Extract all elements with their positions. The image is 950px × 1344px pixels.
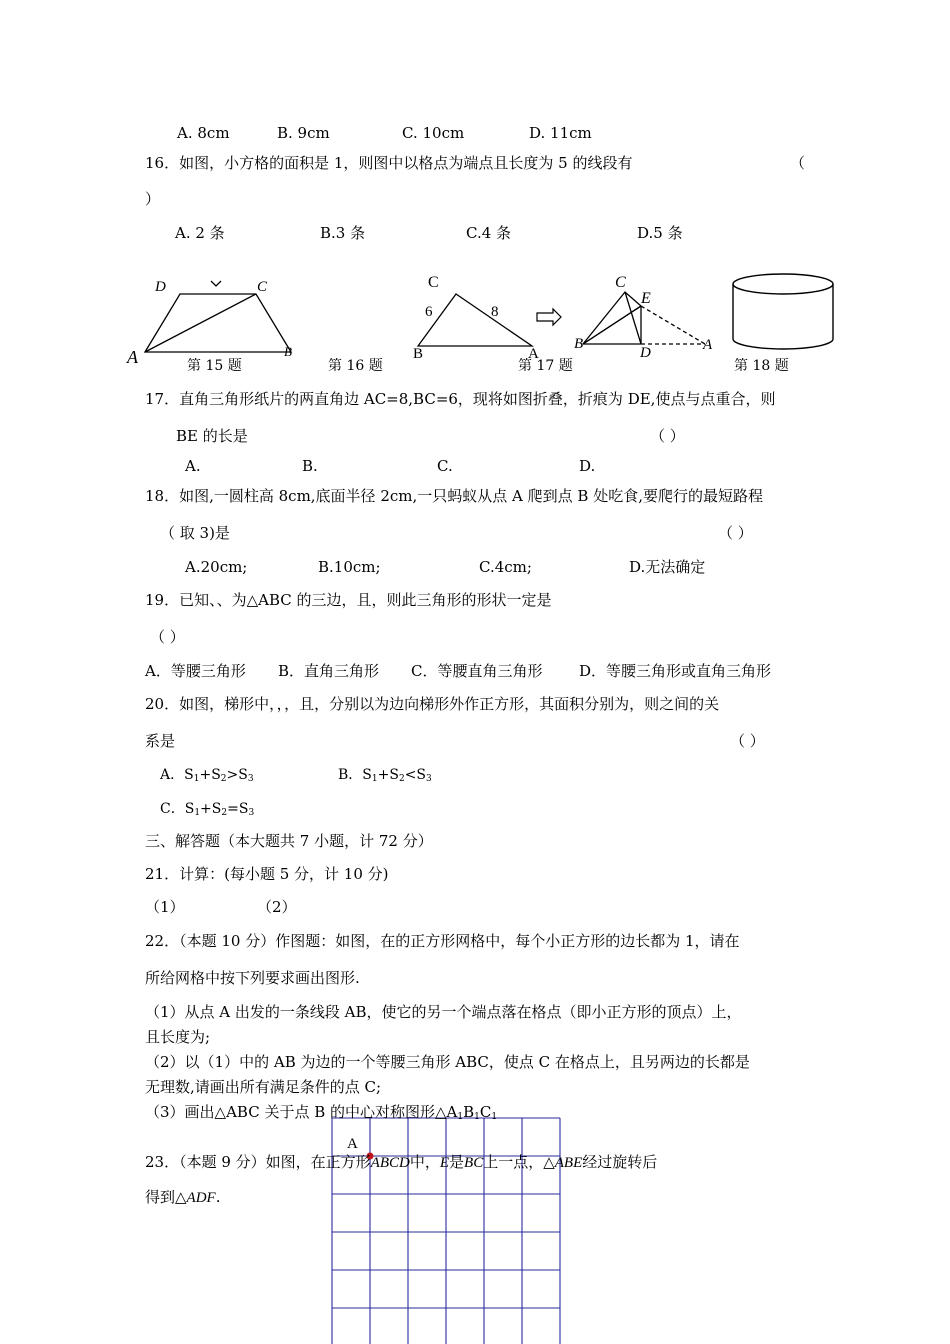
q15-option-d: D. 11cm — [529, 124, 592, 142]
q20-s: S — [184, 801, 195, 817]
q16-option-a: A. 2 条 — [175, 224, 225, 242]
q20-s: S — [184, 767, 194, 783]
q15-label-b: B — [284, 344, 292, 359]
q20-option-b-prefix: B． — [338, 767, 363, 783]
q22-part3 — [145, 1103, 497, 1126]
q23-bc: BC — [464, 1155, 484, 1171]
q18-option-d: D.无法确定 — [629, 558, 706, 576]
q16-option-d: D.5 条 — [637, 224, 683, 242]
q22-sub: 1 — [491, 1112, 498, 1122]
q16-triangle — [418, 294, 532, 346]
q23-abe: ABE — [554, 1155, 583, 1171]
q17-label-d: D — [640, 345, 651, 361]
q15-option-b: B. 9cm — [277, 124, 330, 142]
q19-option-a: A．等腰三角形 — [145, 662, 246, 680]
q23-dot: . — [215, 1188, 221, 1206]
q17-option-b: B. — [302, 457, 318, 475]
q22-part2: （2）以（1）中的 AB 为边的一个等腰三角形 ABC，使点 C 在格点上，且另两边的长都是 — [145, 1053, 750, 1071]
q16-paren-open: （ — [790, 154, 806, 172]
q20-sub: 1 — [193, 774, 200, 784]
q22-stem: 22．（本题 10 分）作图题：如图，在的正方形网格中，每个小正方形的边长都为 1，请在 — [145, 932, 740, 950]
q20-stem: 20．如图，梯形中，，，且，分别以为边向梯形外作正方形，其面积分别为，则之间的关 — [145, 695, 720, 713]
q22-part3-text: （3）画出△ABC 关于点 B 的中心对称图形△A — [145, 1103, 458, 1121]
q17-caption: 第 17 题 — [518, 358, 573, 374]
q20-op: + — [377, 767, 390, 783]
q20-sub: 2 — [398, 774, 405, 784]
q18-stem2: （ 取 3)是 — [160, 524, 230, 542]
q20-s: S — [211, 801, 222, 817]
q18-stem: 18．如图,一圆柱高 8cm,底面半径 2cm,一只蚂蚁从点 A 爬到点 B 处吃食,要爬行的最短路程 — [145, 487, 763, 505]
q20-s: S — [238, 801, 249, 817]
q20-op: > — [226, 767, 239, 783]
q20-option-a — [160, 766, 254, 788]
q20-op: = — [227, 801, 239, 817]
q20-s: S — [416, 767, 427, 783]
fold-arrow — [537, 309, 561, 325]
q19-option-c: C．等腰直角三角形 — [411, 662, 543, 680]
q22-vertex-b: B — [463, 1103, 475, 1121]
q23-e: E — [439, 1155, 450, 1171]
q19-paren: （ ） — [150, 628, 185, 646]
q20-option-b — [338, 766, 432, 788]
q23-shang: 上一点，△ — [483, 1153, 555, 1171]
q17-label-e: E — [641, 290, 651, 307]
q23-stem — [145, 1153, 657, 1172]
q23-tail: 经过旋转后 — [582, 1153, 658, 1171]
q23-stem-a: 23．（本题 9 分）如图，在正方形 — [145, 1153, 371, 1171]
q16-label-a: A — [528, 346, 539, 362]
q22-grid — [332, 1118, 560, 1344]
q20-option-a-prefix: A． — [160, 767, 185, 783]
q21-part2: （2） — [257, 898, 297, 916]
q22-stem2: 所给网格中按下列要求画出图形. — [145, 969, 360, 987]
q19-stem: 19．已知、、为△ABC 的三边，且，则此三角形的形状一定是 — [145, 591, 552, 609]
q20-sub: 1 — [371, 774, 378, 784]
q20-s: S — [362, 767, 372, 783]
q20-s: S — [389, 767, 399, 783]
q15-label-a: A — [127, 347, 138, 367]
q17-option-c: C. — [437, 457, 453, 475]
q16-paren-close: ） — [145, 190, 161, 208]
q20-sub: 3 — [426, 774, 432, 784]
q20-sub: 2 — [220, 774, 227, 784]
q20-option-c — [160, 800, 254, 822]
q16-option-c: C.4 条 — [466, 224, 512, 242]
q15-caption: 第 15 题 — [187, 358, 242, 374]
q17-paren: （ ） — [650, 427, 685, 445]
q17-label-b: B — [574, 336, 584, 352]
q21-stem: 21．计算：(每小题 5 分，计 10 分) — [145, 865, 389, 883]
q22-part2b: 无理数,请画出所有满足条件的点 C; — [145, 1078, 382, 1096]
q22-sub: 1 — [457, 1112, 464, 1122]
q18-cylinder — [733, 274, 833, 349]
q20-sub: 3 — [248, 808, 255, 818]
q20-stem2: 系是 — [145, 732, 176, 750]
q15-trapezoid — [145, 281, 291, 352]
q15-option-a: A. 8cm — [177, 124, 230, 142]
q20-sub: 3 — [247, 774, 254, 784]
q15-label-c: C — [257, 279, 268, 295]
q20-sub: 2 — [221, 808, 228, 818]
q16-side-bc: 8 — [491, 304, 499, 320]
q18-option-b: B.10cm; — [318, 558, 381, 576]
q18-option-c: C.4cm; — [479, 558, 532, 576]
q20-op: < — [404, 767, 417, 783]
q21-part1: （1） — [145, 898, 185, 916]
q23-adf: ADF — [186, 1190, 216, 1206]
q20-sub: 1 — [194, 808, 201, 818]
q19-option-b: B．直角三角形 — [278, 662, 380, 680]
q20-op: + — [199, 767, 212, 783]
q23-stem2 — [145, 1188, 221, 1207]
q17-stem2: BE 的长是 — [176, 427, 248, 445]
q16-stem: 16．如图，小方格的面积是 1，则图中以格点为端点且长度为 5 的线段有 — [145, 154, 633, 172]
q17-label-a: A — [703, 337, 713, 353]
q23-abcd: ABCD — [370, 1155, 410, 1171]
section3-heading: 三、解答题（本大题共 7 小题，计 72 分） — [145, 832, 433, 850]
q15-label-d: D — [155, 279, 166, 295]
q16-label-b: B — [413, 346, 424, 362]
q22-sub: 1 — [474, 1112, 480, 1122]
grid-label-a: A — [347, 1136, 358, 1152]
q23-stem2-text: 得到△ — [145, 1188, 187, 1206]
q16-caption: 第 16 题 — [328, 358, 383, 374]
q22-part1b: 且长度为; — [145, 1028, 211, 1046]
q22-vertex-c: C — [479, 1103, 492, 1121]
q22-part1: （1）从点 A 出发的一条线段 AB，使它的另一个端点落在格点（即小正方形的顶点）上， — [145, 1003, 742, 1021]
q20-op: + — [200, 801, 212, 817]
q16-side-ac: 6 — [425, 304, 433, 320]
q17-label-c: C — [615, 274, 626, 291]
q18-option-a: A.20cm; — [185, 558, 248, 576]
q18-caption: 第 18 题 — [734, 358, 789, 374]
q15-option-c: C. 10cm — [402, 124, 465, 142]
q18-paren: （ ） — [718, 524, 753, 542]
q20-paren: （ ） — [730, 732, 765, 750]
q17-option-a: A. — [185, 457, 201, 475]
q20-option-c-prefix: C． — [160, 801, 185, 817]
q19-option-d: D．等腰三角形或直角三角形 — [579, 662, 772, 680]
q23-shi: 是 — [449, 1153, 465, 1171]
q20-s: S — [238, 767, 248, 783]
q16-label-c: C — [428, 274, 439, 291]
q23-zhong: 中， — [409, 1153, 440, 1171]
q17-option-d: D. — [579, 457, 596, 475]
q20-s: S — [211, 767, 221, 783]
q16-option-b: B.3 条 — [320, 224, 366, 242]
q17-stem: 17．直角三角形纸片的两直角边 AC=8,BC=6，现将如图折叠，折痕为 DE,使点与点重合，则 — [145, 390, 776, 408]
